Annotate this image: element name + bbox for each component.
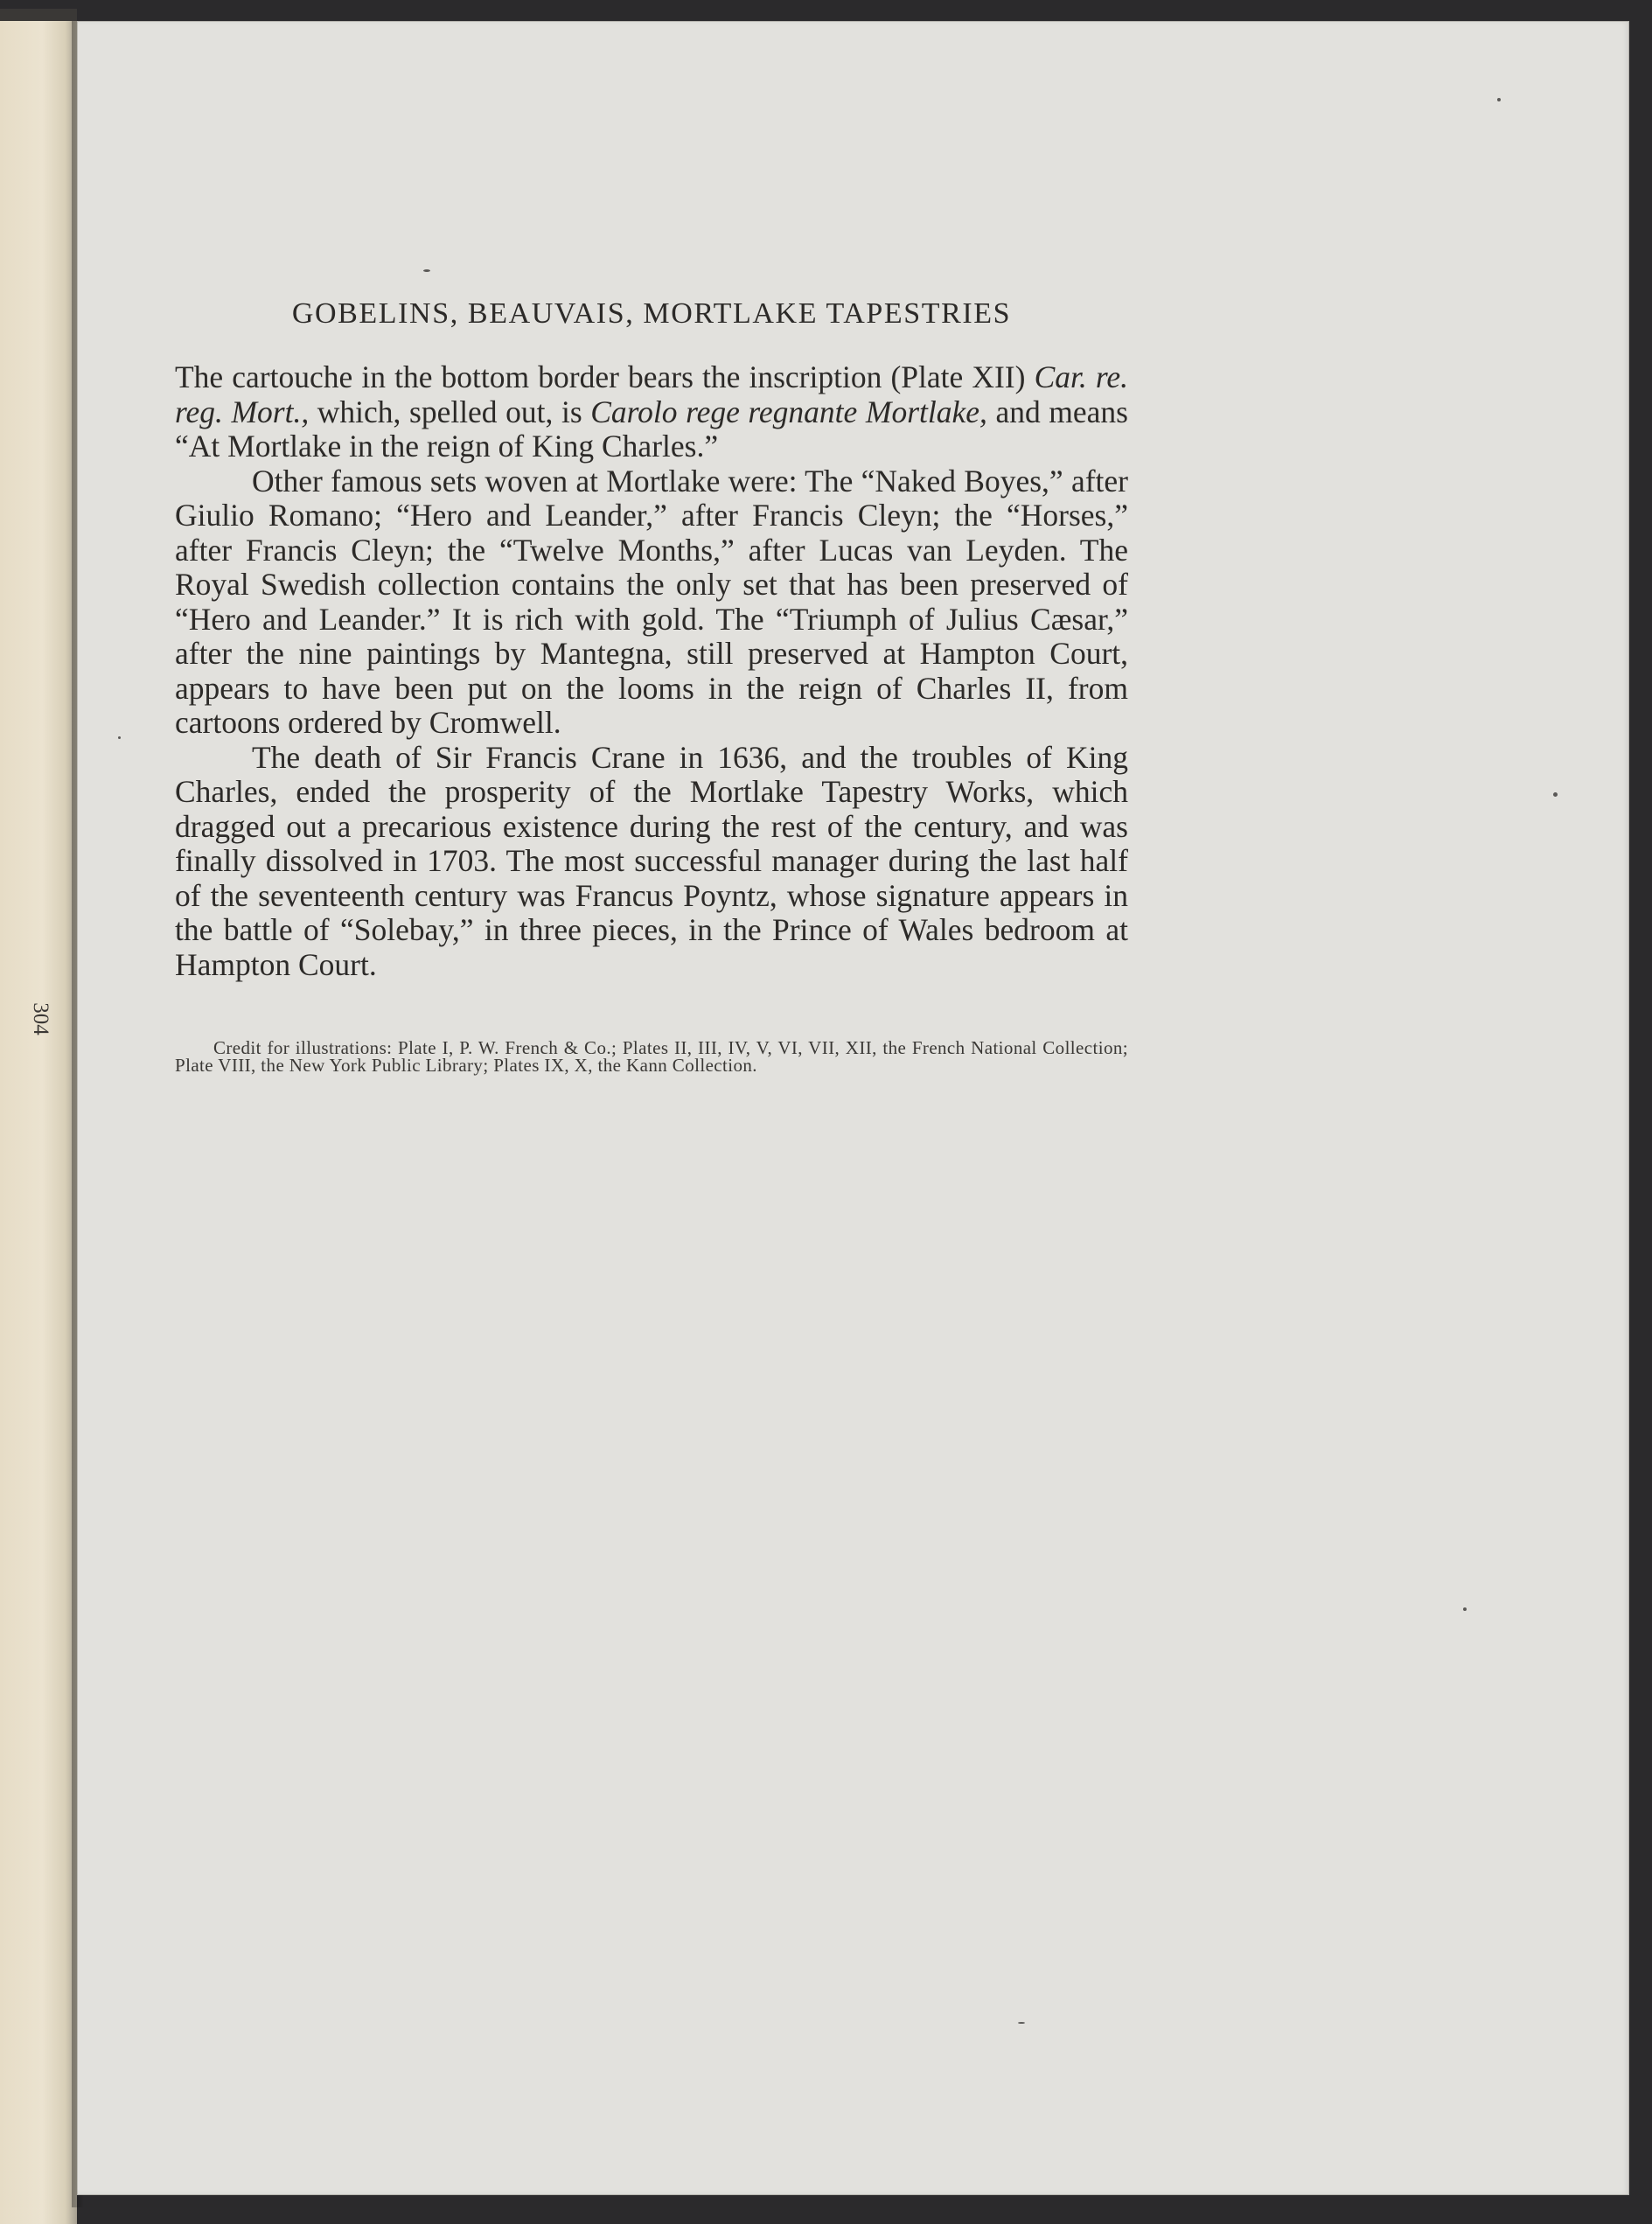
para1-text-1: The cartouche in the bottom border bears the inscription (Plate XII) (175, 359, 1035, 394)
paragraph-2: Other famous sets woven at Mortlake were: The “Naked Boyes,” after Giulio Romano; “Hero and Leander,” after Francis Cleyn; the “Horses,” after Francis Cleyn; the “Twelve Months,” after Lucas van Leyden. The Royal Swedish collection contains the only set that has been preserved of “Hero and Leander.” It is rich with gold. The “Triumph of Julius Cæsar,” after the nine paintings by Mantegna, still preserved at Hampton Court, appears to have been put on the looms in the reign of Charles II, from cartoons ordered by Cromwell. (175, 463, 1128, 740)
page-speck (423, 269, 430, 272)
paragraph-3: The death of Sir Francis Crane in 1636, and the troubles of King Charles, ended the prosperity of the Mortlake Tapestry Works, which dragged out a precarious existence during the rest of the century, and was finally dissolved in 1703. The most successful manager during the last half of the seventeenth century was Francus Poyntz, whose signature appears in the battle of “Solebay,” in three pieces, in the Prince of Wales bedroom at Hampton Court. (175, 739, 1128, 982)
page-speck (1018, 2022, 1025, 2024)
page-number: 304 (29, 1002, 52, 1035)
para1-italic-1: Car. re. reg. Mort., (175, 359, 1128, 429)
left-page-edge (0, 9, 77, 21)
running-head: GOBELINS, BEAUVAIS, MORTLAKE TAPESTRIES (291, 297, 1012, 330)
para1-text-2: which, spelled out, is (309, 394, 591, 429)
main-page (77, 21, 1629, 2195)
body-text (175, 360, 1128, 982)
page-speck (1497, 98, 1501, 101)
para1-text-3: and means “At Mortlake in the reign of King Charles.” (175, 394, 1128, 464)
right-edge (1629, 35, 1652, 2224)
credit-note: Credit for illustrations: Plate I, P. W. French & Co.; Plates II, III, IV, V, VI, VII, XII, the French National Collection; Plate VIII, the New York Public Library; Plates IX, X, the Kann Collection. (175, 1037, 1128, 1076)
paragraph-1 (175, 360, 1128, 464)
page-speck (1553, 792, 1558, 797)
page-speck (1463, 1607, 1467, 1611)
left-page (0, 9, 77, 2224)
para1-italic-2: Carolo rege regnante Mortlake, (590, 394, 987, 429)
page-speck (118, 736, 121, 739)
